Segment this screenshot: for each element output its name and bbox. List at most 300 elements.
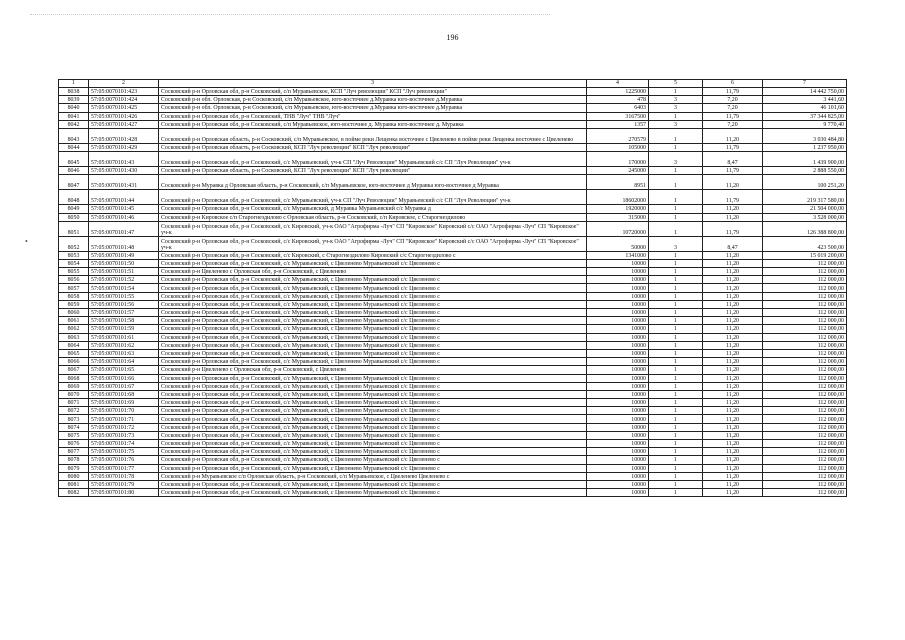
table-row [59, 88, 847, 96]
area-cell: 478 [587, 96, 649, 104]
row-number: 8060 [59, 309, 89, 317]
table-row [59, 213, 847, 221]
address-cell: Сосковский р-н Орловская обл, р-н Сосковский, с/с Муравьевский, с Цвеленево Муравьевский с/с Цвеленево с [159, 464, 587, 472]
rate-cell: 11,79 [703, 167, 763, 175]
address-cell: Сосковский р-н Орловская обл, р-н Сосковский, с/с Муравьевский, с Цвеленево Муравьевский с/с Цвеленево с [159, 448, 587, 456]
value-cell: 46 101,60 [763, 104, 847, 112]
row-number: 8052 [59, 236, 89, 251]
area-cell: 50000 [587, 236, 649, 251]
area-cell: 10000 [587, 456, 649, 464]
address-cell: Сосковский р-н Орловская обл, р-н Сосковский, с/с Муравьевский, с Цвеленево Муравьевский с/с Цвеленево с [159, 292, 587, 300]
category-cell: 1 [649, 175, 703, 190]
value-cell: 112 000,00 [763, 358, 847, 366]
cadastral-number: 57:05:0070101:50 [89, 259, 159, 267]
table-row [59, 431, 847, 439]
category-cell: 1 [649, 390, 703, 398]
address-cell: Сосковский р-н Цвеленево с Орловская обл, р-н Сосковский, с Цвеленево [159, 268, 587, 276]
table-row [59, 236, 847, 251]
rate-cell: 11,20 [703, 448, 763, 456]
category-cell: 1 [649, 333, 703, 341]
value-cell: 112 000,00 [763, 423, 847, 431]
rate-cell: 11,20 [703, 213, 763, 221]
category-cell: 1 [649, 440, 703, 448]
cadastral-number: 57:05:0070101:57 [89, 309, 159, 317]
address-cell: Сосковский р-н Орловская обл, р-н Сосковский, с/с Муравьевский, с Цвеленево Муравьевский с/с Цвеленево с [159, 259, 587, 267]
area-cell: 1357 [587, 120, 649, 128]
rate-cell: 11,79 [703, 112, 763, 120]
cadastral-number: 57:05:0070101:79 [89, 480, 159, 488]
value-cell: 219 317 580,00 [763, 190, 847, 205]
value-cell: 112 000,00 [763, 431, 847, 439]
address-cell: Сосковский р-н Орловская обл, р-н Сосковский, с/с Муравьевский, с Цвеленево Муравьевский с/с Цвеленево с [159, 276, 587, 284]
table-row [59, 440, 847, 448]
address-cell: Сосковский р-н Орловская обл, р-н Сосковский, с/с Муравьевский, с Цвеленево Муравьевский с/с Цвеленево с [159, 399, 587, 407]
value-cell: 112 000,00 [763, 292, 847, 300]
rate-cell: 11,20 [703, 472, 763, 480]
table-row [59, 349, 847, 357]
category-cell: 1 [649, 213, 703, 221]
area-cell: 10000 [587, 358, 649, 366]
category-cell: 1 [649, 472, 703, 480]
row-number: 8043 [59, 128, 89, 143]
row-number: 8078 [59, 456, 89, 464]
value-cell: 112 000,00 [763, 472, 847, 480]
rate-cell: 11,20 [703, 317, 763, 325]
row-number: 8063 [59, 333, 89, 341]
row-number: 8047 [59, 175, 89, 190]
address-cell: Сосковский р-н Орловская обл, р-н Сосковский, с/с Муравьевский, с Цвеленево Муравьевский с/с Цвеленево с [159, 415, 587, 423]
rate-cell: 11,79 [703, 88, 763, 96]
row-number: 8082 [59, 489, 89, 497]
rate-cell: 11,20 [703, 300, 763, 308]
rate-cell: 11,20 [703, 251, 763, 259]
category-cell: 1 [649, 259, 703, 267]
cadastral-number: 57:05:0070101:425 [89, 104, 159, 112]
cadastral-number: 57:05:0070101:51 [89, 268, 159, 276]
category-cell: 1 [649, 374, 703, 382]
table-row [59, 374, 847, 382]
table-row [59, 276, 847, 284]
value-cell: 112 000,00 [763, 489, 847, 497]
area-cell: 10000 [587, 399, 649, 407]
category-cell: 1 [649, 423, 703, 431]
address-cell: Сосковский р-н Цвеленево с Орловская обл, р-н Сосковский, с Цвеленево [159, 366, 587, 374]
area-cell: 315000 [587, 213, 649, 221]
area-cell: 1341000 [587, 251, 649, 259]
rate-cell: 11,20 [703, 489, 763, 497]
row-number: 8075 [59, 431, 89, 439]
rate-cell: 11,20 [703, 128, 763, 143]
area-cell: 10000 [587, 300, 649, 308]
cadastral-number: 57:05:0070101:70 [89, 407, 159, 415]
rate-cell: 11,20 [703, 374, 763, 382]
rate-cell: 7,20 [703, 120, 763, 128]
rate-cell: 11,20 [703, 292, 763, 300]
row-number: 8080 [59, 472, 89, 480]
rate-cell: 11,20 [703, 431, 763, 439]
table-row [59, 251, 847, 259]
row-number: 8070 [59, 390, 89, 398]
value-cell: 112 000,00 [763, 317, 847, 325]
value-cell: 112 000,00 [763, 456, 847, 464]
scan-artifact-line [30, 14, 550, 18]
area-cell: 10000 [587, 374, 649, 382]
value-cell: 112 000,00 [763, 325, 847, 333]
value-cell: 112 000,00 [763, 374, 847, 382]
area-cell: 10720000 [587, 221, 649, 236]
value-cell: 112 000,00 [763, 309, 847, 317]
area-cell: 10000 [587, 366, 649, 374]
rate-cell: 11,20 [703, 276, 763, 284]
cadastral-number: 57:05:0070101:78 [89, 472, 159, 480]
row-number: 8068 [59, 374, 89, 382]
value-cell: 112 000,00 [763, 268, 847, 276]
cadastral-number: 57:05:0070101:429 [89, 143, 159, 151]
row-number: 8045 [59, 152, 89, 167]
rate-cell: 11,20 [703, 382, 763, 390]
address-cell: Сосковский р-н Орловская обл, р-н Сосковский, с/с Муравьевский, с Цвеленево Муравьевский с/с Цвеленево с [159, 431, 587, 439]
page-number: 196 [446, 33, 459, 42]
rate-cell: 11,20 [703, 259, 763, 267]
address-cell: Сосковский р-н Орловская обл, р-н Сосковский, с/с Муравьевский, уч-к СП "Луч Революции" Муравьевский с/с СП "Луч Революции" уч-к [159, 190, 587, 205]
cadastral-number: 57:05:0070101:69 [89, 399, 159, 407]
cadastral-number: 57:05:0070101:58 [89, 317, 159, 325]
rate-cell: 7,20 [703, 104, 763, 112]
row-number: 8062 [59, 325, 89, 333]
category-cell: 1 [649, 448, 703, 456]
address-cell: Сосковский р-н Орловская обл, р-н Сосковский, с/с Муравьевский, с Цвеленево Муравьевский с/с Цвеленево с [159, 341, 587, 349]
value-cell: 112 000,00 [763, 415, 847, 423]
rate-cell: 11,20 [703, 284, 763, 292]
scan-artifact-dot: • [25, 237, 28, 246]
table-row [59, 205, 847, 213]
category-cell: 1 [649, 143, 703, 151]
rate-cell: 11,20 [703, 358, 763, 366]
address-cell: Сосковский р-н Орловская обл, р-н Сосковский, с/с Муравьевский, с Цвеленево Муравьевский с/с Цвеленево с [159, 284, 587, 292]
value-cell: 112 000,00 [763, 399, 847, 407]
row-number: 8041 [59, 112, 89, 120]
value-cell: 112 000,00 [763, 341, 847, 349]
row-number: 8054 [59, 259, 89, 267]
address-cell: Сосковский р-н Орловская область, р-н Сосковский, с/п Муравьевское, в пойме реки Лещенка восточнее с Цвеленево в пойме реки Лещенка восточнее с Цвеленево [159, 128, 587, 143]
table-row [59, 358, 847, 366]
value-cell: 112 000,00 [763, 276, 847, 284]
rate-cell: 11,20 [703, 205, 763, 213]
category-cell: 1 [649, 480, 703, 488]
area-cell: 10000 [587, 415, 649, 423]
address-cell: Сосковский р-н Орловская обл, р-н Сосковский, с/с Муравьевский, с Цвеленево Муравьевский с/с Цвеленево с [159, 317, 587, 325]
table-row [59, 456, 847, 464]
value-cell: 3 030 484,80 [763, 128, 847, 143]
column-header: 5 [649, 80, 703, 88]
rate-cell: 7,20 [703, 96, 763, 104]
row-number: 8076 [59, 440, 89, 448]
value-cell: 9 770,40 [763, 120, 847, 128]
area-cell: 10000 [587, 259, 649, 267]
value-cell: 112 000,00 [763, 390, 847, 398]
cadastral-number: 57:05:0070101:49 [89, 251, 159, 259]
row-number: 8081 [59, 480, 89, 488]
address-cell: Сосковский р-н Орловская обл, р-н Сосковский, с/с Кировский, уч-к ОАО "Агрофирма -Луч" СП "Кировское" Кировский с/с ОАО "Агрофирма -Луч" СП "Кировское" уч-к [159, 221, 587, 236]
rate-cell: 11,20 [703, 175, 763, 190]
area-cell: 10000 [587, 349, 649, 357]
row-number: 8056 [59, 276, 89, 284]
value-cell: 112 000,00 [763, 464, 847, 472]
category-cell: 3 [649, 152, 703, 167]
table-row [59, 104, 847, 112]
rate-cell: 11,20 [703, 325, 763, 333]
address-cell: Сосковский р-н Муравьевское с/п Орловская область, р-н Сосковский, с/п Муравьевское, с Цвеленево Цвеленево с [159, 472, 587, 480]
table-row [59, 120, 847, 128]
rate-cell: 11,20 [703, 268, 763, 276]
cadastral-number: 57:05:0070101:80 [89, 489, 159, 497]
column-header: 7 [763, 80, 847, 88]
area-cell: 10000 [587, 325, 649, 333]
rate-cell: 11,20 [703, 464, 763, 472]
value-cell: 112 000,00 [763, 333, 847, 341]
cadastral-number: 57:05:0070101:59 [89, 325, 159, 333]
area-cell: 10000 [587, 268, 649, 276]
category-cell: 1 [649, 407, 703, 415]
row-number: 8066 [59, 358, 89, 366]
address-cell: Сосковский р-н Орловская обл, р-н Сосковский, с/с Муравьевский, с Цвеленево Муравьевский с/с Цвеленево с [159, 382, 587, 390]
value-cell: 14 442 750,00 [763, 88, 847, 96]
table-row [59, 399, 847, 407]
rate-cell: 11,20 [703, 480, 763, 488]
row-number: 8048 [59, 190, 89, 205]
rate-cell: 11,20 [703, 341, 763, 349]
rate-cell: 11,20 [703, 456, 763, 464]
cadastral-register-table [58, 79, 847, 497]
address-cell: Сосковский р-н обл. Орловская, р-н Сосковский, с/п Муравьевское, юго-восточнее д.Муравка юго-восточнее д.Муравка [159, 96, 587, 104]
area-cell: 8951 [587, 175, 649, 190]
value-cell: 37 344 825,00 [763, 112, 847, 120]
rate-cell: 11,20 [703, 423, 763, 431]
cadastral-number: 57:05:0070101:75 [89, 448, 159, 456]
address-cell: Сосковский р-н Орловская обл, р-н Сосковский, с/с Муравьевский, с Цвеленево Муравьевский с/с Цвеленево с [159, 374, 587, 382]
area-cell: 10000 [587, 440, 649, 448]
table-row [59, 284, 847, 292]
row-number: 8040 [59, 104, 89, 112]
value-cell: 112 000,00 [763, 448, 847, 456]
row-number: 8049 [59, 205, 89, 213]
address-cell: Сосковский р-н Орловская обл, р-н Сосковский, ТНВ "Луч" ТНВ "Луч" [159, 112, 587, 120]
cadastral-number: 57:05:0070101:43 [89, 152, 159, 167]
area-cell: 10000 [587, 489, 649, 497]
rate-cell: 11,20 [703, 399, 763, 407]
cadastral-number: 57:05:0070101:426 [89, 112, 159, 120]
row-number: 8059 [59, 300, 89, 308]
category-cell: 1 [649, 431, 703, 439]
category-cell: 1 [649, 268, 703, 276]
table-row [59, 480, 847, 488]
row-number: 8077 [59, 448, 89, 456]
category-cell: 1 [649, 300, 703, 308]
address-cell: Сосковский р-н Орловская обл, р-н Сосковский, с/с Муравьевский, д Муравка Муравьевский с/с Муравка д [159, 205, 587, 213]
cadastral-number: 57:05:0070101:44 [89, 190, 159, 205]
address-cell: Сосковский р-н Орловская обл, р-н Сосковский, с/с Муравьевский, с Цвеленево Муравьевский с/с Цвеленево с [159, 480, 587, 488]
area-cell: 10000 [587, 382, 649, 390]
area-cell: 10000 [587, 309, 649, 317]
area-cell: 10000 [587, 317, 649, 325]
area-cell: 10000 [587, 472, 649, 480]
area-cell: 10000 [587, 423, 649, 431]
cadastral-number: 57:05:0070101:428 [89, 128, 159, 143]
cadastral-number: 57:05:0070101:68 [89, 390, 159, 398]
address-cell: Сосковский р-н Орловская обл, р-н Сосковский, с/с Муравьевский, с Цвеленево Муравьевский с/с Цвеленево с [159, 456, 587, 464]
rate-cell: 11,79 [703, 190, 763, 205]
cadastral-number: 57:05:0070101:423 [89, 88, 159, 96]
cadastral-number: 57:05:0070101:62 [89, 341, 159, 349]
table-row [59, 309, 847, 317]
cadastral-number: 57:05:0070101:56 [89, 300, 159, 308]
area-cell: 10000 [587, 390, 649, 398]
cadastral-number: 57:05:0070101:76 [89, 456, 159, 464]
cadastral-number: 57:05:0070101:424 [89, 96, 159, 104]
table-row [59, 390, 847, 398]
area-cell: 10000 [587, 407, 649, 415]
rate-cell: 8,47 [703, 152, 763, 167]
category-cell: 1 [649, 251, 703, 259]
rate-cell: 11,20 [703, 440, 763, 448]
category-cell: 1 [649, 349, 703, 357]
rate-cell: 11,20 [703, 349, 763, 357]
table-row [59, 175, 847, 190]
row-number: 8064 [59, 341, 89, 349]
category-cell: 3 [649, 96, 703, 104]
category-cell: 1 [649, 415, 703, 423]
area-cell: 245000 [587, 167, 649, 175]
table-row [59, 167, 847, 175]
value-cell: 112 000,00 [763, 480, 847, 488]
address-cell: Сосковский р-н Орловская обл, р-н Сосковский, с/с Муравьевский, с Цвеленево Муравьевский с/с Цвеленево с [159, 349, 587, 357]
value-cell: 15 019 200,00 [763, 251, 847, 259]
address-cell: Сосковский р-н Муравка д Орловская область, р-н Сосковский, с/п Муравьевское, юго-восточнее д Муравка юго-восточнее д Муравка [159, 175, 587, 190]
table-row [59, 366, 847, 374]
column-header: 1 [59, 80, 89, 88]
address-cell: Сосковский р-н Орловская обл, р-н Сосковский, с/с Муравьевский, с Цвеленево Муравьевский с/с Цвеленево с [159, 333, 587, 341]
value-cell: 112 000,00 [763, 259, 847, 267]
category-cell: 1 [649, 128, 703, 143]
address-cell: Сосковский р-н Орловская обл, р-н Сосковский, с/с Муравьевский, с Цвеленево Муравьевский с/с Цвеленево с [159, 489, 587, 497]
address-cell: Сосковский р-н Орловская обл, р-н Сосковский, с/п Муравьевское, КСП "Луч революции" КСП "Луч революции" [159, 88, 587, 96]
row-number: 8071 [59, 399, 89, 407]
area-cell: 270579 [587, 128, 649, 143]
area-cell: 10000 [587, 284, 649, 292]
table-row [59, 221, 847, 236]
category-cell: 1 [649, 276, 703, 284]
category-cell: 1 [649, 88, 703, 96]
address-cell: Сосковский р-н Орловская обл, р-н Сосковский, с/с Муравьевский, с Цвеленево Муравьевский с/с Цвеленево с [159, 358, 587, 366]
area-cell: 10000 [587, 464, 649, 472]
value-cell: 423 500,00 [763, 236, 847, 251]
table-row [59, 341, 847, 349]
area-cell: 10000 [587, 480, 649, 488]
cadastral-number: 57:05:0070101:48 [89, 236, 159, 251]
address-cell: Сосковский р-н Орловская обл, р-н Сосковский, с/с Муравьевский, с Цвеленево Муравьевский с/с Цвеленево с [159, 407, 587, 415]
category-cell: 1 [649, 325, 703, 333]
category-cell: 1 [649, 284, 703, 292]
table-row [59, 382, 847, 390]
address-cell: Сосковский р-н Орловская область, р-н Сосковский, КСП "Луч революции" КСП "Луч революции" [159, 167, 587, 175]
cadastral-number: 57:05:0070101:74 [89, 440, 159, 448]
rate-cell: 11,20 [703, 415, 763, 423]
row-number: 8061 [59, 317, 89, 325]
rate-cell: 11,79 [703, 143, 763, 151]
category-cell: 3 [649, 120, 703, 128]
row-number: 8051 [59, 221, 89, 236]
value-cell: 112 000,00 [763, 284, 847, 292]
row-number: 8067 [59, 366, 89, 374]
cadastral-number: 57:05:0070101:47 [89, 221, 159, 236]
table-row [59, 300, 847, 308]
address-cell: Сосковский р-н Орловская обл, р-н Сосковский, с/с Кировский, уч-к ОАО "Агрофирма -Луч" СП "Кировское" Кировский с/с ОАО "Агрофирма -Луч" СП "Кировское" уч-к [159, 236, 587, 251]
row-number: 8057 [59, 284, 89, 292]
value-cell: 112 000,00 [763, 366, 847, 374]
table-row [59, 325, 847, 333]
category-cell: 1 [649, 221, 703, 236]
cadastral-number: 57:05:0070101:427 [89, 120, 159, 128]
area-cell: 10000 [587, 448, 649, 456]
table-row [59, 259, 847, 267]
table-row [59, 292, 847, 300]
cadastral-number: 57:05:0070101:55 [89, 292, 159, 300]
row-number: 8042 [59, 120, 89, 128]
table-row [59, 472, 847, 480]
rate-cell: 11,79 [703, 221, 763, 236]
value-cell: 112 000,00 [763, 440, 847, 448]
cadastral-number: 57:05:0070101:430 [89, 167, 159, 175]
rate-cell: 11,20 [703, 309, 763, 317]
category-cell: 3 [649, 236, 703, 251]
register-body [59, 88, 847, 497]
address-cell: Сосковский р-н Орловская обл, р-н Сосковский, с/с Муравьевский, с Цвеленево Муравьевский с/с Цвеленево с [159, 300, 587, 308]
cadastral-number: 57:05:0070101:63 [89, 349, 159, 357]
row-number: 8065 [59, 349, 89, 357]
row-number: 8050 [59, 213, 89, 221]
value-cell: 21 504 000,00 [763, 205, 847, 213]
value-cell: 3 441,60 [763, 96, 847, 104]
address-cell: Сосковский р-н Орловская обл, р-н Сосковский, с/с Кировский, с Старогнездилово Кировский с/с Старогнездилово с [159, 251, 587, 259]
row-number: 8069 [59, 382, 89, 390]
table-row [59, 190, 847, 205]
address-cell: Сосковский р-н Орловская обл, р-н Сосковский, с/с Муравьевский, уч-к СП "Луч Революции" Муравьевский с/с СП "Луч Революции" уч-к [159, 152, 587, 167]
table-row [59, 407, 847, 415]
area-cell: 18602000 [587, 190, 649, 205]
row-number: 8044 [59, 143, 89, 151]
address-cell: Сосковский р-н Орловская обл, р-н Сосковский, с/с Муравьевский, с Цвеленево Муравьевский с/с Цвеленево с [159, 309, 587, 317]
area-cell: 10000 [587, 292, 649, 300]
row-number: 8074 [59, 423, 89, 431]
area-cell: 10000 [587, 276, 649, 284]
value-cell: 2 888 550,00 [763, 167, 847, 175]
address-cell: Сосковский р-н Орловская область, р-н Сосковский, КСП "Луч революции" КСП "Луч революции" [159, 143, 587, 151]
category-cell: 1 [649, 341, 703, 349]
value-cell: 112 000,00 [763, 300, 847, 308]
row-number: 8046 [59, 167, 89, 175]
column-header: 6 [703, 80, 763, 88]
row-number: 8053 [59, 251, 89, 259]
column-header: 2 [89, 80, 159, 88]
rate-cell: 11,20 [703, 366, 763, 374]
cadastral-number: 57:05:0070101:64 [89, 358, 159, 366]
value-cell: 112 000,00 [763, 349, 847, 357]
row-number: 8072 [59, 407, 89, 415]
category-cell: 1 [649, 464, 703, 472]
table-row [59, 317, 847, 325]
address-cell: Сосковский р-н Орловская обл, р-н Сосковский, с/п Муравьевское, юго-восточнее д. Муравка юго-восточнее д. Муравка [159, 120, 587, 128]
area-cell: 6403 [587, 104, 649, 112]
